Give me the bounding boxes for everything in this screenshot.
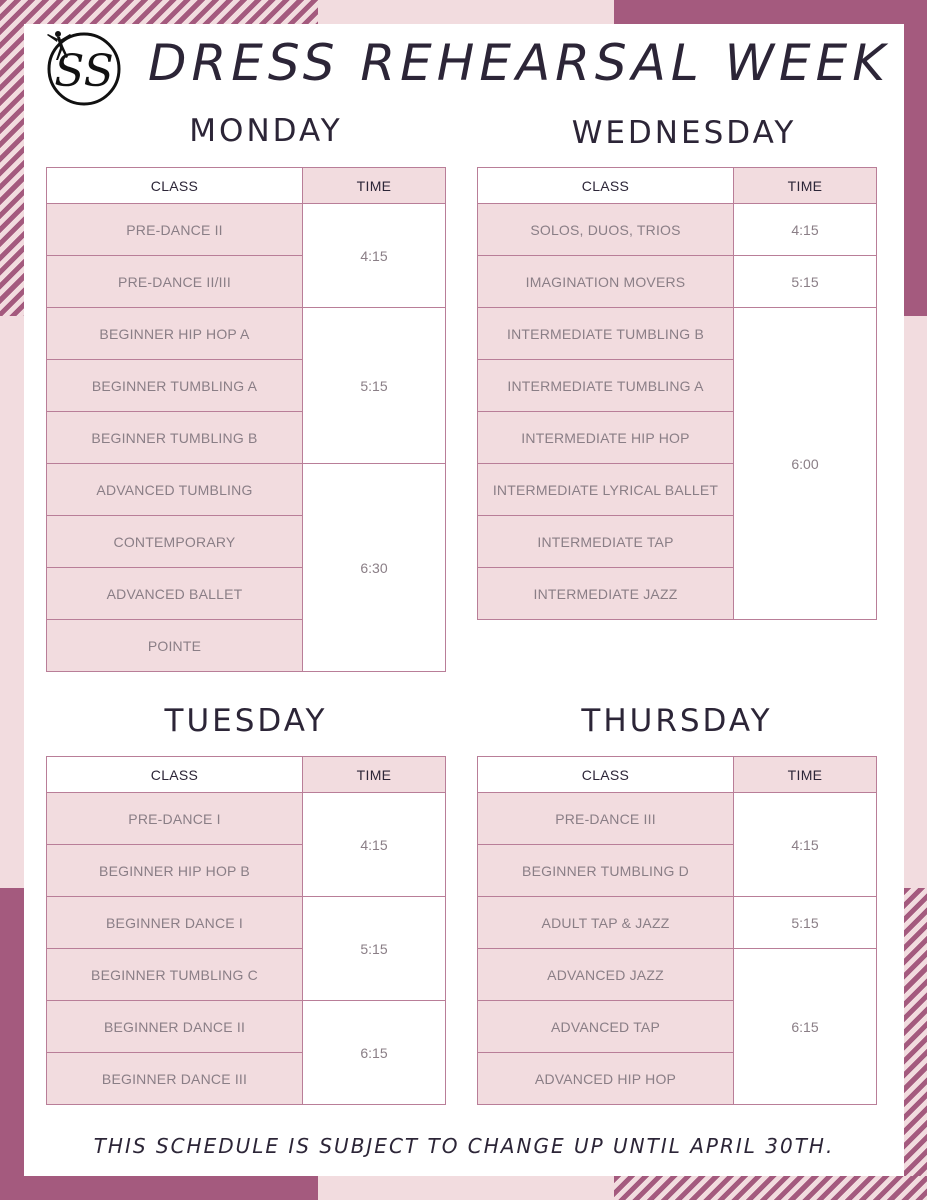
class-time-cell: 5:15 xyxy=(734,256,877,308)
class-time-cell: 5:15 xyxy=(303,308,446,464)
table-row xyxy=(478,793,877,845)
bg-block-right xyxy=(904,0,927,316)
time-column-header: TIME xyxy=(303,757,446,793)
table-row xyxy=(47,464,446,516)
class-name-cell: ADVANCED TAP xyxy=(478,1001,734,1053)
class-time-cell: 6:00 xyxy=(734,308,877,620)
schedule-table-monday xyxy=(46,167,446,672)
class-name-cell: ADVANCED TUMBLING xyxy=(47,464,303,516)
bg-stripes-bottom-right xyxy=(904,888,927,1200)
table-row xyxy=(478,308,877,360)
class-column-header: CLASS xyxy=(47,168,303,204)
class-name-cell: BEGINNER HIP HOP A xyxy=(47,308,303,360)
class-time-cell: 4:15 xyxy=(303,793,446,897)
table-row xyxy=(478,256,877,308)
class-name-cell: INTERMEDIATE TAP xyxy=(478,516,734,568)
class-name-cell: ADVANCED HIP HOP xyxy=(478,1053,734,1105)
day-heading-thursday: THURSDAY xyxy=(581,703,773,739)
class-name-cell: SOLOS, DUOS, TRIOS xyxy=(478,204,734,256)
schedule-table-tuesday xyxy=(46,756,446,1105)
time-column-header: TIME xyxy=(303,168,446,204)
table-row xyxy=(478,897,877,949)
class-name-cell: PRE-DANCE III xyxy=(478,793,734,845)
schedule-table-thursday xyxy=(477,756,877,1105)
class-name-cell: ADVANCED BALLET xyxy=(47,568,303,620)
time-column-header: TIME xyxy=(734,757,877,793)
class-time-cell: 4:15 xyxy=(303,204,446,308)
class-column-header: CLASS xyxy=(478,757,734,793)
bg-block-top-right xyxy=(614,0,927,24)
table-row xyxy=(47,1001,446,1053)
schedule-table-wednesday xyxy=(477,167,877,620)
day-heading-wednesday: WEDNESDAY xyxy=(571,115,797,151)
class-name-cell: PRE-DANCE I xyxy=(47,793,303,845)
class-name-cell: IMAGINATION MOVERS xyxy=(478,256,734,308)
class-time-cell: 5:15 xyxy=(734,897,877,949)
class-name-cell: INTERMEDIATE HIP HOP xyxy=(478,412,734,464)
time-column-header: TIME xyxy=(734,168,877,204)
class-column-header: CLASS xyxy=(478,168,734,204)
table-row xyxy=(47,204,446,256)
table-row xyxy=(478,204,877,256)
studio-logo xyxy=(44,28,122,106)
class-time-cell: 4:15 xyxy=(734,204,877,256)
class-name-cell: BEGINNER DANCE II xyxy=(47,1001,303,1053)
page-title: DRESS REHEARSAL WEEK xyxy=(148,34,890,92)
schedule-disclaimer: THIS SCHEDULE IS SUBJECT TO CHANGE UP UNTIL APRIL 30TH. xyxy=(93,1134,835,1158)
class-name-cell: BEGINNER HIP HOP B xyxy=(47,845,303,897)
table-row xyxy=(47,897,446,949)
day-heading-tuesday: TUESDAY xyxy=(164,703,328,739)
bg-block-bottom-left xyxy=(0,888,24,1200)
class-time-cell: 6:15 xyxy=(734,949,877,1105)
class-time-cell: 5:15 xyxy=(303,897,446,1001)
class-time-cell: 4:15 xyxy=(734,793,877,897)
bg-stripes-top-left xyxy=(0,0,318,24)
class-name-cell: INTERMEDIATE JAZZ xyxy=(478,568,734,620)
day-heading-monday: MONDAY xyxy=(189,113,343,149)
class-column-header: CLASS xyxy=(47,757,303,793)
class-time-cell: 6:30 xyxy=(303,464,446,672)
logo-mark xyxy=(44,28,122,106)
class-name-cell: CONTEMPORARY xyxy=(47,516,303,568)
table-row xyxy=(47,793,446,845)
class-name-cell: INTERMEDIATE LYRICAL BALLET xyxy=(478,464,734,516)
class-name-cell: BEGINNER TUMBLING C xyxy=(47,949,303,1001)
bg-stripes-left xyxy=(0,0,24,316)
bg-stripes-bottom-right-edge xyxy=(614,1176,927,1200)
class-name-cell: BEGINNER DANCE I xyxy=(47,897,303,949)
class-name-cell: BEGINNER TUMBLING A xyxy=(47,360,303,412)
class-name-cell: BEGINNER DANCE III xyxy=(47,1053,303,1105)
class-name-cell: INTERMEDIATE TUMBLING B xyxy=(478,308,734,360)
class-time-cell: 6:15 xyxy=(303,1001,446,1105)
class-name-cell: BEGINNER TUMBLING B xyxy=(47,412,303,464)
table-row xyxy=(47,308,446,360)
class-name-cell: ADULT TAP & JAZZ xyxy=(478,897,734,949)
class-name-cell: INTERMEDIATE TUMBLING A xyxy=(478,360,734,412)
logo-letters: SS xyxy=(54,46,114,97)
class-name-cell: PRE-DANCE II/III xyxy=(47,256,303,308)
class-name-cell: ADVANCED JAZZ xyxy=(478,949,734,1001)
class-name-cell: PRE-DANCE II xyxy=(47,204,303,256)
table-row xyxy=(478,949,877,1001)
class-name-cell: BEGINNER TUMBLING D xyxy=(478,845,734,897)
bg-block-bottom-left-edge xyxy=(0,1176,318,1200)
class-name-cell: POINTE xyxy=(47,620,303,672)
